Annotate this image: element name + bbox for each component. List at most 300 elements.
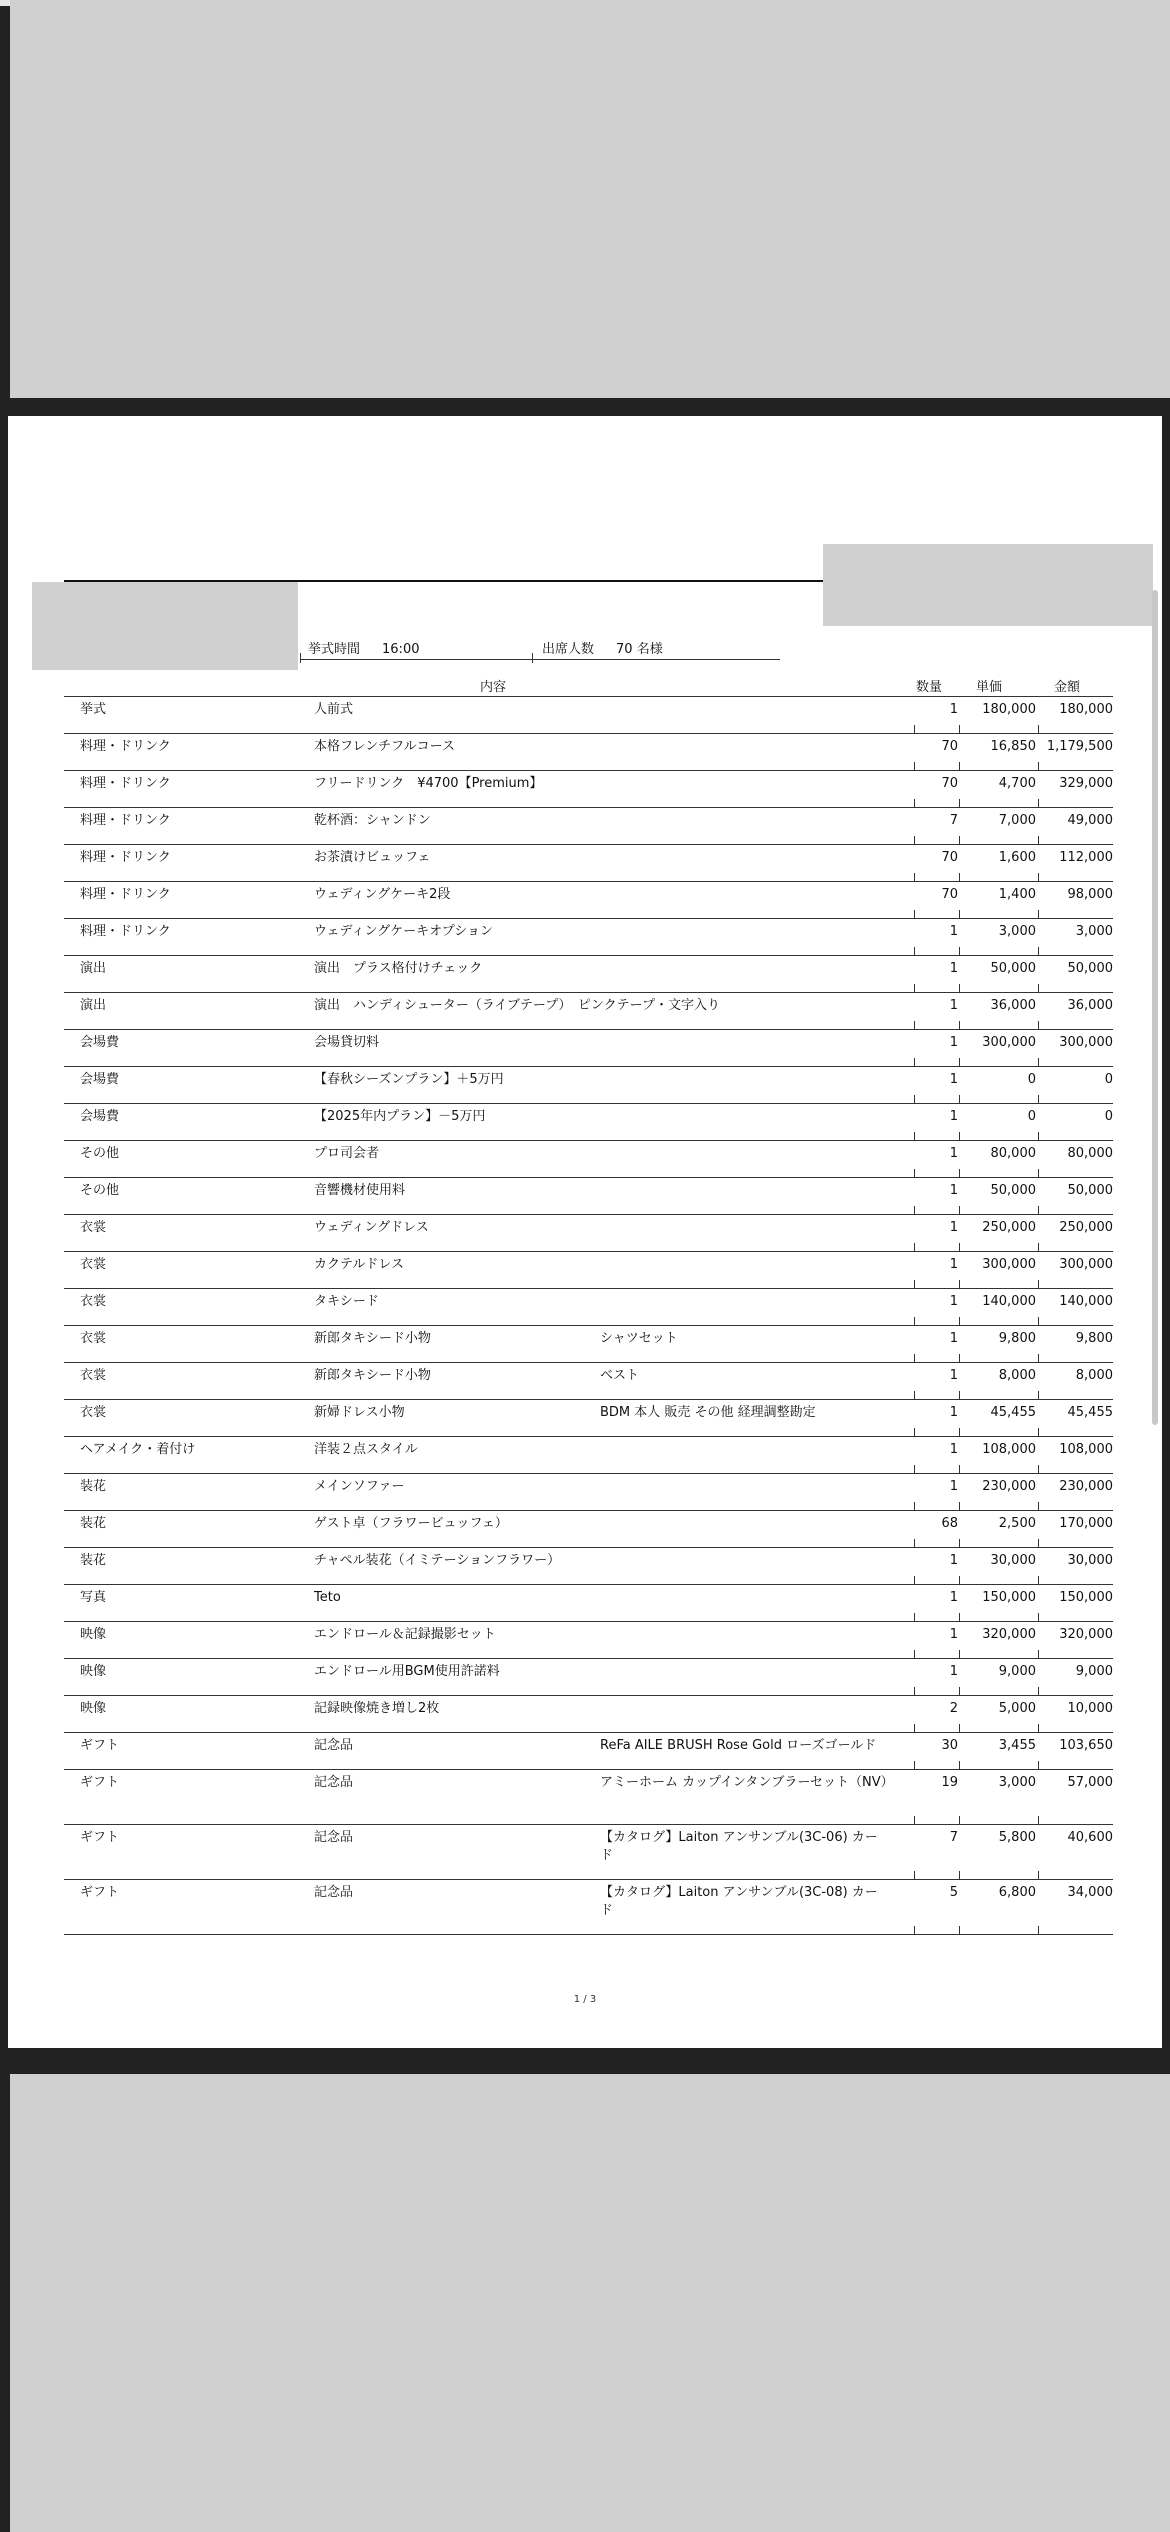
header-amount: 金額 (1054, 680, 1081, 695)
next-page-redacted (10, 2074, 1170, 2532)
row-category: 挙式 (80, 702, 107, 717)
row-category: 衣裳 (80, 1294, 107, 1309)
ceremony-time-value: 16:00 (382, 642, 420, 657)
column-tick (1038, 1687, 1039, 1696)
column-tick (1038, 1502, 1039, 1511)
line-items (64, 697, 1113, 1935)
row-amount: 329,000 (1059, 776, 1113, 791)
row-unit-price: 3,455 (998, 1738, 1036, 1753)
column-tick (914, 1539, 915, 1548)
column-tick (914, 1871, 915, 1880)
column-tick (914, 1280, 915, 1289)
header-qty: 数量 (916, 680, 943, 695)
row-item: 人前式 (314, 702, 354, 717)
column-tick (959, 1391, 960, 1400)
row-qty: 19 (941, 1775, 958, 1790)
table-row (64, 1696, 1113, 1733)
row-category: 会場費 (80, 1109, 120, 1124)
column-tick (914, 799, 915, 808)
row-category: 装花 (80, 1553, 107, 1568)
header-content: 内容 (480, 680, 507, 695)
row-amount: 57,000 (1067, 1775, 1113, 1790)
row-item: 記念品 (314, 1775, 354, 1790)
row-unit-price: 300,000 (982, 1035, 1036, 1050)
row-category: 装花 (80, 1479, 107, 1494)
row-amount: 34,000 (1067, 1885, 1113, 1900)
row-amount: 140,000 (1059, 1294, 1113, 1309)
row-qty: 1 (949, 1257, 958, 1272)
row-unit-price: 180,000 (982, 702, 1036, 717)
row-qty: 1 (949, 1146, 958, 1161)
column-tick (914, 873, 915, 882)
column-tick (959, 1816, 960, 1825)
column-tick (914, 1926, 915, 1935)
row-item: ウェディングケーキ2段 (314, 887, 451, 902)
row-qty: 1 (949, 1664, 958, 1679)
row-category: 装花 (80, 1516, 107, 1531)
row-qty: 70 (941, 739, 958, 754)
row-amount: 108,000 (1059, 1442, 1113, 1457)
row-unit-price: 0 (1027, 1072, 1036, 1087)
row-qty: 1 (949, 1035, 958, 1050)
column-tick (1038, 1613, 1039, 1622)
column-tick (914, 910, 915, 919)
row-item: 記録映像焼き増し2枚 (314, 1701, 440, 1716)
row-amount: 50,000 (1067, 961, 1113, 976)
row-item: カクテルドレス (314, 1257, 404, 1272)
column-tick (914, 1502, 915, 1511)
table-row (64, 1215, 1113, 1252)
column-tick (959, 1576, 960, 1585)
column-tick (1038, 1280, 1039, 1289)
row-qty: 1 (949, 1109, 958, 1124)
column-tick (1038, 1243, 1039, 1252)
meta-underline (300, 659, 780, 660)
column-tick (1038, 1650, 1039, 1659)
table-row (64, 1178, 1113, 1215)
row-note: ReFa AILE BRUSH Rose Gold ローズゴールド (600, 1738, 877, 1753)
row-amount: 170,000 (1059, 1516, 1113, 1531)
table-row (64, 1659, 1113, 1696)
row-note: ベスト (600, 1368, 640, 1383)
column-tick (1038, 1465, 1039, 1474)
column-tick (959, 984, 960, 993)
row-qty: 1 (949, 1368, 958, 1383)
column-tick (914, 1317, 915, 1326)
column-tick (914, 725, 915, 734)
column-tick (1038, 1391, 1039, 1400)
row-category: 映像 (80, 1701, 107, 1716)
row-unit-price: 50,000 (990, 1183, 1036, 1198)
column-tick (1038, 1724, 1039, 1733)
row-amount: 10,000 (1067, 1701, 1113, 1716)
column-tick (914, 947, 915, 956)
column-tick (914, 1687, 915, 1696)
table-row (64, 956, 1113, 993)
column-tick (1038, 1428, 1039, 1437)
row-amount: 3,000 (1075, 924, 1113, 939)
row-item: タキシード (314, 1294, 379, 1309)
row-amount: 180,000 (1059, 702, 1113, 717)
row-qty: 1 (949, 924, 958, 939)
column-tick (914, 1576, 915, 1585)
column-tick (959, 1021, 960, 1030)
row-category: ヘアメイク・着付け (80, 1442, 196, 1457)
row-qty: 1 (949, 1183, 958, 1198)
column-tick (1038, 1761, 1039, 1770)
row-item: 洋装２点スタイル (314, 1442, 418, 1457)
page-number: 1 / 3 (573, 1994, 597, 2005)
row-category: ギフト (80, 1885, 120, 1900)
column-tick (914, 1354, 915, 1363)
column-tick (914, 984, 915, 993)
table-row (64, 1437, 1113, 1474)
column-tick (959, 725, 960, 734)
row-category: 衣裳 (80, 1220, 107, 1235)
row-category: ギフト (80, 1775, 120, 1790)
row-category: その他 (80, 1183, 120, 1198)
row-qty: 70 (941, 850, 958, 865)
column-tick (959, 1539, 960, 1548)
column-tick (959, 1428, 960, 1437)
column-tick (959, 1465, 960, 1474)
row-qty: 70 (941, 776, 958, 791)
row-item: ウェディングドレス (314, 1220, 429, 1235)
column-tick (959, 1206, 960, 1215)
row-amount: 45,455 (1067, 1405, 1113, 1420)
row-qty: 1 (949, 1331, 958, 1346)
row-qty: 7 (949, 813, 958, 828)
row-unit-price: 2,500 (998, 1516, 1036, 1531)
row-amount: 9,800 (1075, 1331, 1113, 1346)
row-unit-price: 5,800 (998, 1830, 1036, 1845)
row-item: フリードリンク ¥4700【Premium】 (314, 776, 543, 791)
row-amount: 40,600 (1067, 1830, 1113, 1845)
column-tick (914, 1650, 915, 1659)
row-item: 会場貸切料 (314, 1035, 380, 1050)
table-row (64, 697, 1113, 734)
row-item: 新婦ドレス小物 (314, 1405, 405, 1420)
row-qty: 1 (949, 1479, 958, 1494)
row-category: ギフト (80, 1830, 120, 1845)
row-amount: 9,000 (1075, 1664, 1113, 1679)
row-qty: 70 (941, 887, 958, 902)
column-tick (1038, 1058, 1039, 1067)
column-tick (914, 1169, 915, 1178)
row-note: 【カタログ】Laiton アンサンブル(3C-06) カード (600, 1830, 878, 1863)
table-row (64, 1289, 1113, 1326)
row-qty: 1 (949, 961, 958, 976)
meta-tick (532, 653, 533, 663)
row-amount: 112,000 (1059, 850, 1113, 865)
column-tick (1038, 1206, 1039, 1215)
row-item: 新郎タキシード小物 (314, 1368, 431, 1383)
row-category: 演出 (80, 998, 107, 1013)
row-qty: 7 (949, 1830, 958, 1845)
row-category: 料理・ドリンク (80, 739, 171, 754)
row-unit-price: 0 (1027, 1109, 1036, 1124)
column-tick (1038, 1132, 1039, 1141)
table-row (64, 1067, 1113, 1104)
column-tick (959, 799, 960, 808)
row-category: 写真 (80, 1590, 107, 1605)
column-tick (959, 947, 960, 956)
row-category: 料理・ドリンク (80, 924, 171, 939)
row-category: 映像 (80, 1627, 107, 1642)
row-amount: 250,000 (1059, 1220, 1113, 1235)
row-unit-price: 250,000 (982, 1220, 1036, 1235)
row-item: 【春秋シーズンプラン】＋5万円 (314, 1072, 504, 1087)
row-item: Teto (314, 1590, 341, 1605)
row-qty: 1 (949, 998, 958, 1013)
column-tick (914, 1465, 915, 1474)
guest-count-label: 出席人数 (542, 642, 595, 657)
redacted-header-left (32, 582, 298, 670)
row-qty: 30 (941, 1738, 958, 1753)
column-tick (959, 1243, 960, 1252)
table-row (64, 1733, 1113, 1770)
column-tick (959, 1280, 960, 1289)
column-tick (959, 873, 960, 882)
row-qty: 1 (949, 1627, 958, 1642)
row-amount: 36,000 (1067, 998, 1113, 1013)
column-tick (1038, 1317, 1039, 1326)
column-tick (1038, 1576, 1039, 1585)
row-unit-price: 45,455 (990, 1405, 1036, 1420)
row-item: 記念品 (314, 1738, 354, 1753)
row-category: 衣裳 (80, 1257, 107, 1272)
table-row (64, 1252, 1113, 1289)
row-item: エンドロール＆記録撮影セット (314, 1627, 496, 1642)
table-row (64, 1141, 1113, 1178)
column-tick (1038, 910, 1039, 919)
table-row (64, 1825, 1113, 1880)
row-note: 【カタログ】Laiton アンサンブル(3C-08) カード (600, 1885, 878, 1918)
column-tick (914, 1391, 915, 1400)
row-item: エンドロール用BGM使用許諾料 (314, 1664, 500, 1679)
column-tick (914, 1724, 915, 1733)
column-tick (914, 1816, 915, 1825)
column-tick (1038, 1021, 1039, 1030)
column-tick (959, 1613, 960, 1622)
estimate-page (8, 416, 1162, 2048)
table-row (64, 993, 1113, 1030)
column-tick (1038, 873, 1039, 882)
row-category: 衣裳 (80, 1405, 107, 1420)
column-tick (959, 1132, 960, 1141)
row-item: 記念品 (314, 1885, 354, 1900)
column-tick (1038, 1095, 1039, 1104)
table-row (64, 1880, 1113, 1935)
column-tick (1038, 947, 1039, 956)
column-tick (959, 1354, 960, 1363)
column-tick (914, 1761, 915, 1770)
row-item: 記念品 (314, 1830, 354, 1845)
row-note: アミーホーム カップインタンブラーセット（NV） (600, 1775, 894, 1790)
row-amount: 103,650 (1059, 1738, 1113, 1753)
row-item: 本格フレンチフルコース (314, 739, 455, 754)
row-category: 演出 (80, 961, 107, 976)
column-tick (959, 1650, 960, 1659)
column-tick (1038, 1354, 1039, 1363)
row-qty: 1 (949, 1442, 958, 1457)
column-tick (914, 1132, 915, 1141)
column-tick (1038, 984, 1039, 993)
row-amount: 1,179,500 (1046, 739, 1113, 754)
redacted-header-right (823, 544, 1153, 626)
row-category: 料理・ドリンク (80, 887, 171, 902)
row-amount: 0 (1104, 1109, 1113, 1124)
column-tick (914, 1058, 915, 1067)
table-row (64, 919, 1113, 956)
column-tick (959, 1317, 960, 1326)
row-item: お茶漬けビュッフェ (314, 850, 431, 865)
row-category: 衣裳 (80, 1331, 107, 1346)
row-unit-price: 320,000 (982, 1627, 1036, 1642)
column-tick (914, 1613, 915, 1622)
row-item: プロ司会者 (314, 1146, 380, 1161)
table-row (64, 734, 1113, 771)
column-tick (959, 1169, 960, 1178)
row-qty: 1 (949, 1405, 958, 1420)
table-row (64, 771, 1113, 808)
row-amount: 8,000 (1075, 1368, 1113, 1383)
row-category: 映像 (80, 1664, 107, 1679)
row-amount: 30,000 (1067, 1553, 1113, 1568)
column-tick (959, 1926, 960, 1935)
row-amount: 0 (1104, 1072, 1113, 1087)
column-tick (914, 1095, 915, 1104)
row-category: 料理・ドリンク (80, 776, 171, 791)
column-tick (959, 1058, 960, 1067)
row-amount: 50,000 (1067, 1183, 1113, 1198)
row-qty: 5 (949, 1885, 958, 1900)
table-row (64, 1326, 1113, 1363)
row-unit-price: 3,000 (998, 1775, 1036, 1790)
column-tick (959, 1871, 960, 1880)
column-tick (914, 1206, 915, 1215)
column-tick (1038, 762, 1039, 771)
row-item: ゲスト卓（フラワービュッフェ） (314, 1516, 508, 1531)
row-amount: 80,000 (1067, 1146, 1113, 1161)
row-unit-price: 1,400 (998, 887, 1036, 902)
table-row (64, 1104, 1113, 1141)
row-unit-price: 1,600 (998, 850, 1036, 865)
row-unit-price: 50,000 (990, 961, 1036, 976)
column-tick (914, 1428, 915, 1437)
table-header (64, 674, 1113, 697)
table-row (64, 1474, 1113, 1511)
row-item: 乾杯酒：シャンドン (314, 813, 431, 828)
column-tick (959, 1095, 960, 1104)
row-item: 音響機材使用料 (314, 1183, 406, 1198)
column-tick (914, 1021, 915, 1030)
row-qty: 1 (949, 1553, 958, 1568)
row-note: BDM 本人 販売 その他 経理調整勘定 (600, 1405, 816, 1420)
row-amount: 300,000 (1059, 1257, 1113, 1272)
row-item: ウェディングケーキオプション (314, 924, 494, 939)
row-unit-price: 7,000 (998, 813, 1036, 828)
column-tick (1038, 799, 1039, 808)
column-tick (1038, 836, 1039, 845)
row-qty: 68 (941, 1516, 958, 1531)
column-tick (914, 1243, 915, 1252)
row-item: 【2025年内プラン】－5万円 (314, 1109, 486, 1124)
row-unit-price: 6,800 (998, 1885, 1036, 1900)
guest-count-value: 70 名様 (616, 642, 663, 657)
row-amount: 49,000 (1067, 813, 1113, 828)
row-category: 衣裳 (80, 1368, 107, 1383)
column-tick (1038, 725, 1039, 734)
row-amount: 98,000 (1067, 887, 1113, 902)
column-tick (914, 762, 915, 771)
row-item: メインソファー (314, 1479, 405, 1494)
row-unit-price: 16,850 (990, 739, 1036, 754)
table-row (64, 1030, 1113, 1067)
row-unit-price: 9,000 (998, 1664, 1036, 1679)
table-row (64, 1585, 1113, 1622)
row-amount: 320,000 (1059, 1627, 1113, 1642)
column-tick (959, 1724, 960, 1733)
table-row (64, 845, 1113, 882)
row-unit-price: 300,000 (982, 1257, 1036, 1272)
row-unit-price: 36,000 (990, 998, 1036, 1013)
row-item: チャペル装花（イミテーションフラワー） (314, 1553, 561, 1568)
row-category: 会場費 (80, 1035, 120, 1050)
scrollbar[interactable] (1152, 590, 1158, 1425)
column-tick (959, 1761, 960, 1770)
column-tick (1038, 1169, 1039, 1178)
row-qty: 2 (949, 1701, 958, 1716)
row-unit-price: 230,000 (982, 1479, 1036, 1494)
row-unit-price: 8,000 (998, 1368, 1036, 1383)
column-tick (1038, 1539, 1039, 1548)
header-unit-price: 単価 (976, 680, 1003, 695)
row-note: シャツセット (600, 1331, 678, 1346)
column-tick (959, 762, 960, 771)
column-tick (914, 836, 915, 845)
row-category: 会場費 (80, 1072, 120, 1087)
row-unit-price: 108,000 (982, 1442, 1036, 1457)
row-unit-price: 4,700 (998, 776, 1036, 791)
column-tick (1038, 1816, 1039, 1825)
column-tick (959, 1687, 960, 1696)
column-tick (959, 910, 960, 919)
row-qty: 1 (949, 1072, 958, 1087)
table-row (64, 882, 1113, 919)
row-amount: 300,000 (1059, 1035, 1113, 1050)
ceremony-time-label: 挙式時間 (308, 642, 361, 657)
previous-page-redacted (10, 0, 1170, 398)
column-tick (1038, 1871, 1039, 1880)
row-qty: 1 (949, 1220, 958, 1235)
row-item: 新郎タキシード小物 (314, 1331, 431, 1346)
row-category: その他 (80, 1146, 120, 1161)
row-category: 料理・ドリンク (80, 850, 171, 865)
table-row (64, 1363, 1113, 1400)
row-unit-price: 140,000 (982, 1294, 1036, 1309)
row-item: 演出 ハンディシューター（ライブテープ） ピンクテープ・文字入り (314, 998, 720, 1013)
row-qty: 1 (949, 1590, 958, 1605)
row-qty: 1 (949, 1294, 958, 1309)
table-row (64, 1548, 1113, 1585)
column-tick (1038, 1926, 1039, 1935)
row-qty: 1 (949, 702, 958, 717)
row-category: 料理・ドリンク (80, 813, 171, 828)
column-tick (959, 836, 960, 845)
table-row (64, 808, 1113, 845)
row-unit-price: 5,000 (998, 1701, 1036, 1716)
